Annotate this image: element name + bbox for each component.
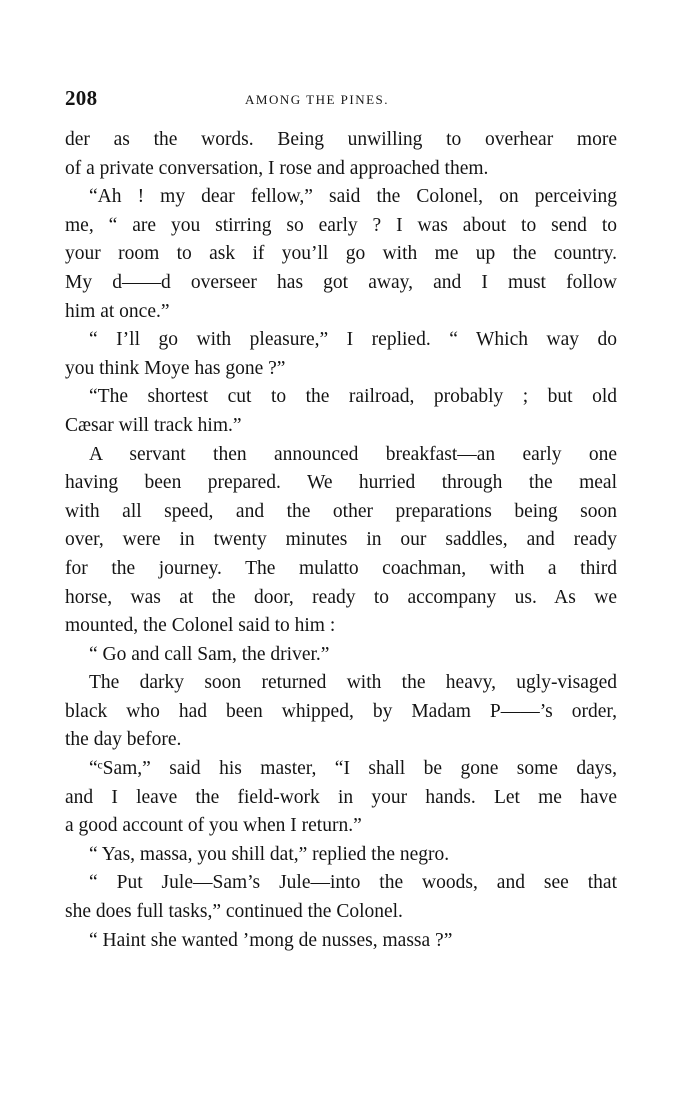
text-line: and I leave the field-work in your hands. Let me have [65, 786, 617, 808]
paragraph [65, 841, 617, 870]
text-line: “The shortest cut to the railroad, probably ; but old [89, 386, 617, 408]
text-line: you think Moye has gone ?” [65, 357, 286, 379]
text-line: Cæsar will track him.” [65, 414, 242, 436]
text-line: horse, was at the door, ready to accompany us. As we [65, 586, 617, 608]
paragraph [65, 326, 617, 383]
paragraph [65, 183, 617, 326]
text-line: a good account of you when I return.” [65, 815, 362, 837]
text-line: mounted, the Colonel said to him : [65, 615, 336, 637]
text-line: him at once.” [65, 300, 170, 322]
text-line: your room to ask if you’ll go with me up the country. [65, 243, 617, 265]
paragraph [65, 755, 617, 841]
running-head: AMONG THE PINES. [245, 92, 390, 107]
text-line: of a private conversation, I rose and approached them. [65, 157, 489, 179]
text-line: black who had been whipped, by Madam P——’s order, [65, 700, 617, 722]
text-line: she does full tasks,” continued the Colonel. [65, 901, 403, 923]
paragraph [65, 441, 617, 641]
text-line: for the journey. The mulatto coachman, with a third [65, 557, 617, 579]
paragraph [65, 641, 617, 670]
text-line: with all speed, and the other preparations being soon [65, 500, 617, 522]
text-line: My d——d overseer has got away, and I must follow [65, 271, 617, 293]
text-line: having been prepared. We hurried through the meal [65, 472, 617, 494]
paragraph [65, 669, 617, 755]
text-line: “ᶜSam,” said his master, “I shall be gone some days, [89, 758, 617, 780]
text-line: the day before. [65, 729, 182, 751]
paragraph [65, 383, 617, 440]
paragraph [65, 927, 617, 956]
paragraph [65, 126, 617, 183]
text-line: “ Haint she wanted ’mong de nusses, massa ?” [89, 929, 453, 951]
text-line: “Ah ! my dear fellow,” said the Colonel, on perceiving [89, 186, 617, 208]
text-line: “ Put Jule—Sam’s Jule—into the woods, and see that [89, 872, 617, 894]
text-line: over, were in twenty minutes in our saddles, and ready [65, 529, 617, 551]
text-line: “ Go and call Sam, the driver.” [89, 643, 330, 665]
text-line: me, “ are you stirring so early ? I was about to send to [65, 214, 617, 236]
text-line: “ Yas, massa, you shill dat,” replied the negro. [89, 843, 450, 865]
paragraph [65, 869, 617, 926]
text-line: “ I’ll go with pleasure,” I replied. “ Which way do [89, 329, 617, 351]
page-header [65, 86, 617, 114]
body-text [65, 126, 617, 955]
text-line: The darky soon returned with the heavy, ugly-visaged [89, 672, 617, 694]
text-line: der as the words. Being unwilling to overhear more [65, 129, 617, 150]
page-number: 208 [65, 86, 98, 110]
text-line: A servant then announced breakfast—an early one [89, 443, 617, 465]
